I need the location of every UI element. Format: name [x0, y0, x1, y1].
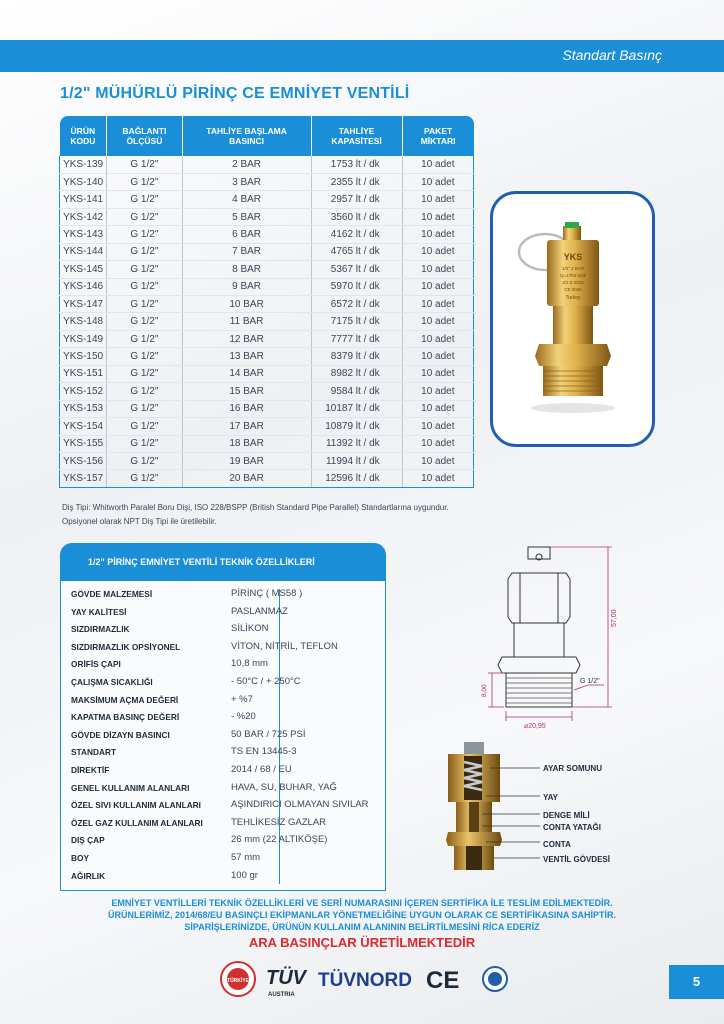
table-cell: YKS-155 — [60, 435, 107, 452]
table-cell: YKS-140 — [60, 173, 107, 190]
cutaway-label-balance-shaft: DENGE MİLİ — [543, 811, 590, 820]
table-row — [60, 418, 474, 435]
table-header-row — [60, 116, 474, 156]
table-cell: YKS-146 — [60, 278, 107, 295]
table-cell: 20 BAR — [182, 470, 311, 487]
table-cell: 7777 lt / dk — [311, 330, 402, 347]
thread-callout: G 1/2" — [580, 678, 600, 685]
cutaway-label-seal: CONTA — [543, 840, 571, 849]
tuv-austria-logo — [266, 966, 308, 998]
spec-row — [71, 604, 371, 622]
spec-key: MAKSİMUM AÇMA DEĞERİ — [71, 694, 179, 705]
certification-logos — [220, 958, 510, 1002]
table-cell: 5367 lt / dk — [311, 261, 402, 278]
table-cell: 10 adet — [402, 418, 473, 435]
spec-value: - %20 — [231, 711, 256, 723]
spec-value: TEHLİKESİZ GAZLAR — [231, 816, 327, 828]
table-cell: G 1/2" — [107, 156, 182, 173]
svg-text:AUSTRIA: AUSTRIA — [268, 992, 295, 998]
table-cell: G 1/2" — [107, 365, 182, 382]
table-row — [60, 191, 474, 208]
table-row — [60, 452, 474, 469]
table-cell: 10 adet — [402, 278, 473, 295]
table-cell: 10 adet — [402, 435, 473, 452]
spec-row — [71, 868, 371, 886]
spec-value: 50 BAR / 725 PSİ — [231, 728, 306, 740]
cutaway-label-seal-seat: CONTA YATAĞI — [543, 823, 601, 832]
table-row — [60, 173, 474, 190]
spec-row — [71, 762, 371, 780]
spec-value: + %7 — [231, 693, 253, 705]
table-cell: 6 BAR — [182, 226, 311, 243]
table-cell: 5970 lt / dk — [311, 278, 402, 295]
table-header-cell: TAHLİYE BAŞLAMA BASINCI — [182, 116, 311, 156]
table-cell: G 1/2" — [107, 470, 182, 487]
table-cell: 10 adet — [402, 470, 473, 487]
table-cell: 10 adet — [402, 173, 473, 190]
table-header-cell: BAĞLANTI ÖLÇÜSÜ — [107, 116, 182, 156]
spec-key: SIZDIRMAZLIK — [71, 624, 130, 635]
spec-value: 2014 / 68 / EU — [231, 764, 292, 775]
table-cell: 9 BAR — [182, 278, 311, 295]
footer-ce-note: ÜRÜNLERİMİZ, 2014/68/EU BASINÇLI EKİPMANLAR YÖNETMELİĞİNE UYGUN OLARAK CE SERTİFİKASINA SAHİPTİR. — [107, 910, 617, 920]
turkiye-badge-icon — [221, 962, 255, 996]
spec-key: STANDART — [71, 747, 117, 758]
table-cell: YKS-149 — [60, 330, 107, 347]
table-body — [60, 156, 474, 487]
table-cell: 3 BAR — [182, 173, 311, 190]
table-cell: 10 adet — [402, 348, 473, 365]
spec-value: 57 mm — [231, 852, 261, 863]
table-cell: 8 BAR — [182, 261, 311, 278]
cutaway-drawing — [442, 738, 542, 873]
spec-row — [71, 692, 371, 710]
table-cell: 10 adet — [402, 365, 473, 382]
table-header-cell: PAKET MİKTARI — [402, 116, 473, 156]
table-cell: YKS-153 — [60, 400, 107, 417]
table-cell: 10 adet — [402, 383, 473, 400]
table-row — [60, 383, 474, 400]
spec-key: DIŞ ÇAP — [71, 835, 105, 846]
table-cell: 10 BAR — [182, 296, 311, 313]
table-cell: G 1/2" — [107, 313, 182, 330]
cutaway-label-adjust-nut: AYAR SOMUNU — [543, 764, 602, 773]
spec-row — [71, 621, 371, 639]
spec-row — [71, 727, 371, 745]
table-cell: 10 adet — [402, 261, 473, 278]
table-cell: YKS-142 — [60, 208, 107, 225]
spec-value: 10,8 mm — [231, 658, 268, 670]
table-cell: 18 BAR — [182, 435, 311, 452]
table-cell: YKS-148 — [60, 313, 107, 330]
spec-value: HAVA, SU, BUHAR, YAĞ — [231, 781, 337, 793]
footer-highlight: ARA BASINÇLAR ÜRETİLMEKTEDİR — [248, 935, 476, 950]
table-cell: 2355 lt / dk — [311, 173, 402, 190]
engraving-line-5: Turkey — [565, 295, 581, 301]
table-cell: YKS-143 — [60, 226, 107, 243]
table-cell: YKS-157 — [60, 470, 107, 487]
svg-text:TÜRKİYE: TÜRKİYE — [227, 978, 249, 984]
table-cell: YKS-145 — [60, 261, 107, 278]
engraving-line-3: 2/1.5 2020 — [562, 280, 584, 285]
spec-row — [71, 815, 371, 833]
dim-thread-length: 8,00 — [481, 684, 488, 697]
table-row — [60, 348, 474, 365]
spec-row — [71, 832, 371, 850]
product-photo-frame — [490, 191, 655, 447]
svg-text:TÜVNORD: TÜVNORD — [318, 970, 412, 991]
table-cell: G 1/2" — [107, 226, 182, 243]
table-cell: 10 adet — [402, 330, 473, 347]
spec-key: GÖVDE MALZEMESİ — [71, 589, 153, 599]
section-label: Standart Basınç — [562, 47, 662, 63]
table-cell: 4765 lt / dk — [311, 243, 402, 260]
table-cell: 17 BAR — [182, 418, 311, 435]
dim-diameter: ⌀20,95 — [524, 723, 546, 730]
spec-row — [71, 780, 371, 798]
table-cell: 10 adet — [402, 313, 473, 330]
table-cell: 4162 lt / dk — [311, 226, 402, 243]
spec-value: 26 mm (22 ALTIKÖŞE) — [231, 834, 328, 846]
table-cell: 11994 lt / dk — [311, 452, 402, 469]
table-row — [60, 261, 474, 278]
footer-order-note: SİPARİŞLERİNİZDE, ÜRÜNÜN KULLANIM ALANININ BELİRTİLMESİNİ RİCA EDERİZ — [184, 922, 540, 932]
table-cell: G 1/2" — [107, 208, 182, 225]
spec-key: DİREKTİF — [71, 765, 110, 775]
svg-text:CE: CE — [426, 967, 460, 994]
table-row — [60, 226, 474, 243]
spec-row — [71, 797, 371, 815]
table-row — [60, 156, 474, 173]
footer-certificate-note: EMNİYET VENTİLLERİ TEKNİK ÖZELLİKLERİ VE SERİ NUMARASINI İÇEREN SERTİFİKA İLE TESLİM EDİLMEKTEDİR. — [111, 898, 613, 908]
table-cell: 13 BAR — [182, 348, 311, 365]
table-cell: G 1/2" — [107, 278, 182, 295]
page-number: 5 — [669, 965, 724, 999]
table-cell: G 1/2" — [107, 243, 182, 260]
table-cell: G 1/2" — [107, 173, 182, 190]
table-cell: YKS-144 — [60, 243, 107, 260]
table-cell: G 1/2" — [107, 435, 182, 452]
table-cell: 9584 lt / dk — [311, 383, 402, 400]
table-cell: 10 adet — [402, 226, 473, 243]
spec-value: TS EN 13445-3 — [231, 746, 297, 758]
thread-note: Diş Tipi: Whitworth Paralel Boru Dişi, ISO 228/BSPP (British Standard Pipe Parallel) Standartlarına uygundur. — [62, 503, 449, 512]
spec-value: 100 gr — [231, 869, 258, 881]
table-row — [60, 313, 474, 330]
table-cell: YKS-156 — [60, 452, 107, 469]
product-table — [59, 116, 474, 488]
table-row — [60, 330, 474, 347]
cutaway-label-spring: YAY — [543, 793, 558, 802]
table-row — [60, 435, 474, 452]
engraving-line-4: CE 0036 — [564, 287, 582, 292]
specs-header — [60, 543, 386, 581]
spec-key: SIZDIRMAZLIK OPSİYONEL — [71, 641, 181, 652]
table-cell: 2957 lt / dk — [311, 191, 402, 208]
technical-drawing — [470, 535, 620, 735]
table-cell: YKS-150 — [60, 348, 107, 365]
table-cell: 12 BAR — [182, 330, 311, 347]
table-cell: 7175 lt / dk — [311, 313, 402, 330]
table-cell: 15 BAR — [182, 383, 311, 400]
table-cell: G 1/2" — [107, 400, 182, 417]
table-cell: 16 BAR — [182, 400, 311, 417]
table-cell: G 1/2" — [107, 261, 182, 278]
valve-photo — [493, 194, 652, 444]
table-row — [60, 470, 474, 487]
spec-row — [71, 744, 371, 762]
section-header-band — [0, 40, 724, 72]
ce-mark-icon — [426, 967, 459, 994]
table-cell: YKS-151 — [60, 365, 107, 382]
table-cell: 6572 lt / dk — [311, 296, 402, 313]
spec-row — [71, 656, 371, 674]
spec-key: ORİFİS ÇAPI — [71, 659, 121, 670]
table-cell: 10187 lt / dk — [311, 400, 402, 417]
table-cell: G 1/2" — [107, 418, 182, 435]
engraving-line-1: 1/2" 2 BAR — [561, 266, 585, 271]
spec-key: ÖZEL GAZ KULLANIM ALANLARI — [71, 817, 203, 828]
table-cell: 7 BAR — [182, 243, 311, 260]
spec-key: ÇALIŞMA SICAKLIĞI — [71, 677, 153, 687]
page-title: 1/2" MÜHÜRLÜ PİRİNÇ CE EMNİYET VENTİLİ — [60, 85, 410, 102]
table-cell: 14 BAR — [182, 365, 311, 382]
table-row — [60, 278, 474, 295]
table-row — [60, 296, 474, 313]
svg-text:TÜV: TÜV — [266, 967, 306, 989]
iso-badge-icon — [483, 967, 507, 991]
spec-key: YAY KALİTESİ — [71, 606, 127, 617]
table-cell: 10 adet — [402, 400, 473, 417]
table-cell: 10 adet — [402, 156, 473, 173]
engraving-line-2: Q=1753 lt/dk — [560, 273, 586, 278]
spec-row — [71, 709, 371, 727]
spec-value: VİTON, NİTRİL, TEFLON — [231, 640, 338, 652]
table-cell: G 1/2" — [107, 452, 182, 469]
table-cell: YKS-154 — [60, 418, 107, 435]
spec-key: GENEL KULLANIM ALANLARI — [71, 782, 190, 793]
spec-row — [71, 674, 371, 692]
table-cell: 10879 lt / dk — [311, 418, 402, 435]
table-cell: 11 BAR — [182, 313, 311, 330]
table-cell: G 1/2" — [107, 191, 182, 208]
table-cell: 10 adet — [402, 191, 473, 208]
spec-key: ÖZEL SIVI KULLANIM ALANLARI — [71, 800, 201, 811]
table-header-cell: ÜRÜN KODU — [60, 116, 107, 156]
table-cell: G 1/2" — [107, 383, 182, 400]
spec-key: GÖVDE DİZAYN BASINCI — [71, 729, 170, 740]
table-cell: 12596 lt / dk — [311, 470, 402, 487]
table-cell: YKS-141 — [60, 191, 107, 208]
table-cell: 1753 lt / dk — [311, 156, 402, 173]
table-row — [60, 243, 474, 260]
spec-row — [71, 639, 371, 657]
spec-key: KAPATMA BASINÇ DEĞERİ — [71, 712, 180, 723]
table-cell: G 1/2" — [107, 330, 182, 347]
tuv-nord-logo — [318, 970, 412, 991]
specs-title: 1/2" PİRİNÇ EMNİYET VENTİLİ TEKNİK ÖZELLİKLERİ — [88, 557, 315, 567]
spec-value: - 50°C / + 250°C — [231, 676, 301, 687]
table-cell: 8379 lt / dk — [311, 348, 402, 365]
table-cell: 3560 lt / dk — [311, 208, 402, 225]
table-cell: 10 adet — [402, 208, 473, 225]
spec-row — [71, 586, 371, 604]
spec-value: SİLİKON — [231, 623, 269, 635]
spec-key: AĞIRLIK — [71, 870, 106, 881]
table-cell: 10 adet — [402, 296, 473, 313]
table-cell: 4 BAR — [182, 191, 311, 208]
spec-value: AŞINDIRICI OLMAYAN SIVILAR — [231, 799, 369, 811]
table-header-cell: TAHLİYE KAPASİTESİ — [311, 116, 402, 156]
specs-panel — [60, 581, 386, 891]
spec-row — [71, 850, 371, 868]
table-cell: YKS-147 — [60, 296, 107, 313]
table-cell: 19 BAR — [182, 452, 311, 469]
spec-value: PASLANMAZ — [231, 605, 288, 617]
table-cell: 11392 lt / dk — [311, 435, 402, 452]
dim-height: 57,00 — [611, 609, 618, 627]
table-cell: 10 adet — [402, 243, 473, 260]
table-cell: 8982 lt / dk — [311, 365, 402, 382]
table-cell: 5 BAR — [182, 208, 311, 225]
table-cell: G 1/2" — [107, 348, 182, 365]
table-cell: YKS-139 — [60, 156, 107, 173]
table-row — [60, 208, 474, 225]
table-cell: G 1/2" — [107, 296, 182, 313]
engraving-brand: YKS — [563, 252, 583, 262]
npt-note: Opsiyonel olarak NPT Diş Tipi ile üretilebilir. — [62, 517, 217, 526]
cutaway-label-body: VENTİL GÖVDESİ — [543, 855, 610, 864]
table-cell: 10 adet — [402, 452, 473, 469]
spec-key: BOY — [71, 853, 89, 863]
table-cell: 2 BAR — [182, 156, 311, 173]
spec-value: PİRİNÇ ( MS58 ) — [231, 588, 303, 599]
table-row — [60, 365, 474, 382]
table-row — [60, 400, 474, 417]
table-cell: YKS-152 — [60, 383, 107, 400]
